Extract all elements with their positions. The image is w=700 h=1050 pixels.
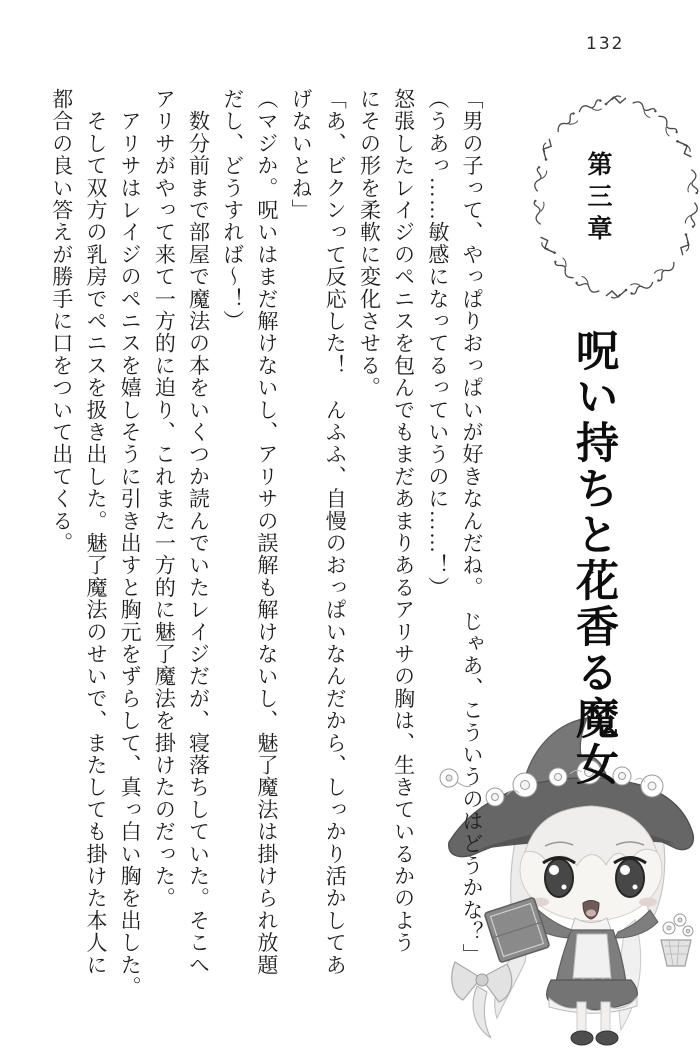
text-column: （うあっ……敏感になってるっていうのに……！） [425, 88, 450, 599]
chapter-number: 第三章 [584, 151, 611, 247]
flower-basket [661, 914, 693, 966]
text-column: 「男の子って、やっぱりおっぱいが好きなんだね。 じゃあ、こういうのはどうかな？」 [460, 88, 484, 966]
text-column: そして双方の乳房でペニスを扱き出した。魅了魔法のせいで、またしても掛けた本人に [83, 88, 108, 976]
text-column: 都合の良い答えが勝手に口をついて出てくる。 [49, 88, 74, 555]
witch-book [484, 897, 550, 963]
text-column: げないとね」 [289, 88, 314, 222]
page-number: 132 [586, 34, 625, 54]
text-column: アリサはレイジのペニスを嬉しそうに引き出すと胸元をずらして、真っ白い胸を出した。 [118, 88, 143, 999]
body-text [44, 88, 489, 1018]
text-column: 数分前まで部屋で魔法の本をいくつか読んでいたレイジだが、寝落ちしていた。そこへ [186, 88, 211, 976]
text-column: 「あ、ビクンって反応した！ んふふ、自慢のおっぱいなんだから、しっかり活かしてあ [323, 88, 348, 976]
text-column: 怒張したレイジのペニスを包んでもまだあまりあるアリサの胸は、生きているかのよう [391, 88, 416, 954]
text-column: アリサがやって来て一方的に迫り、これまた一方的に魅了魔法を掛けたのだった。 [152, 88, 177, 910]
text-column: だし、どうすれば～！） [220, 88, 245, 333]
text-column: にその形を柔軟に変化させる。 [357, 88, 382, 399]
chapter-title: 呪い持ちと花香る魔女 [570, 328, 617, 788]
text-column: （マジか。呪いはまだ解けないし、アリサの誤解も解けないし、魅了魔法は掛けられ放題 [254, 88, 279, 976]
